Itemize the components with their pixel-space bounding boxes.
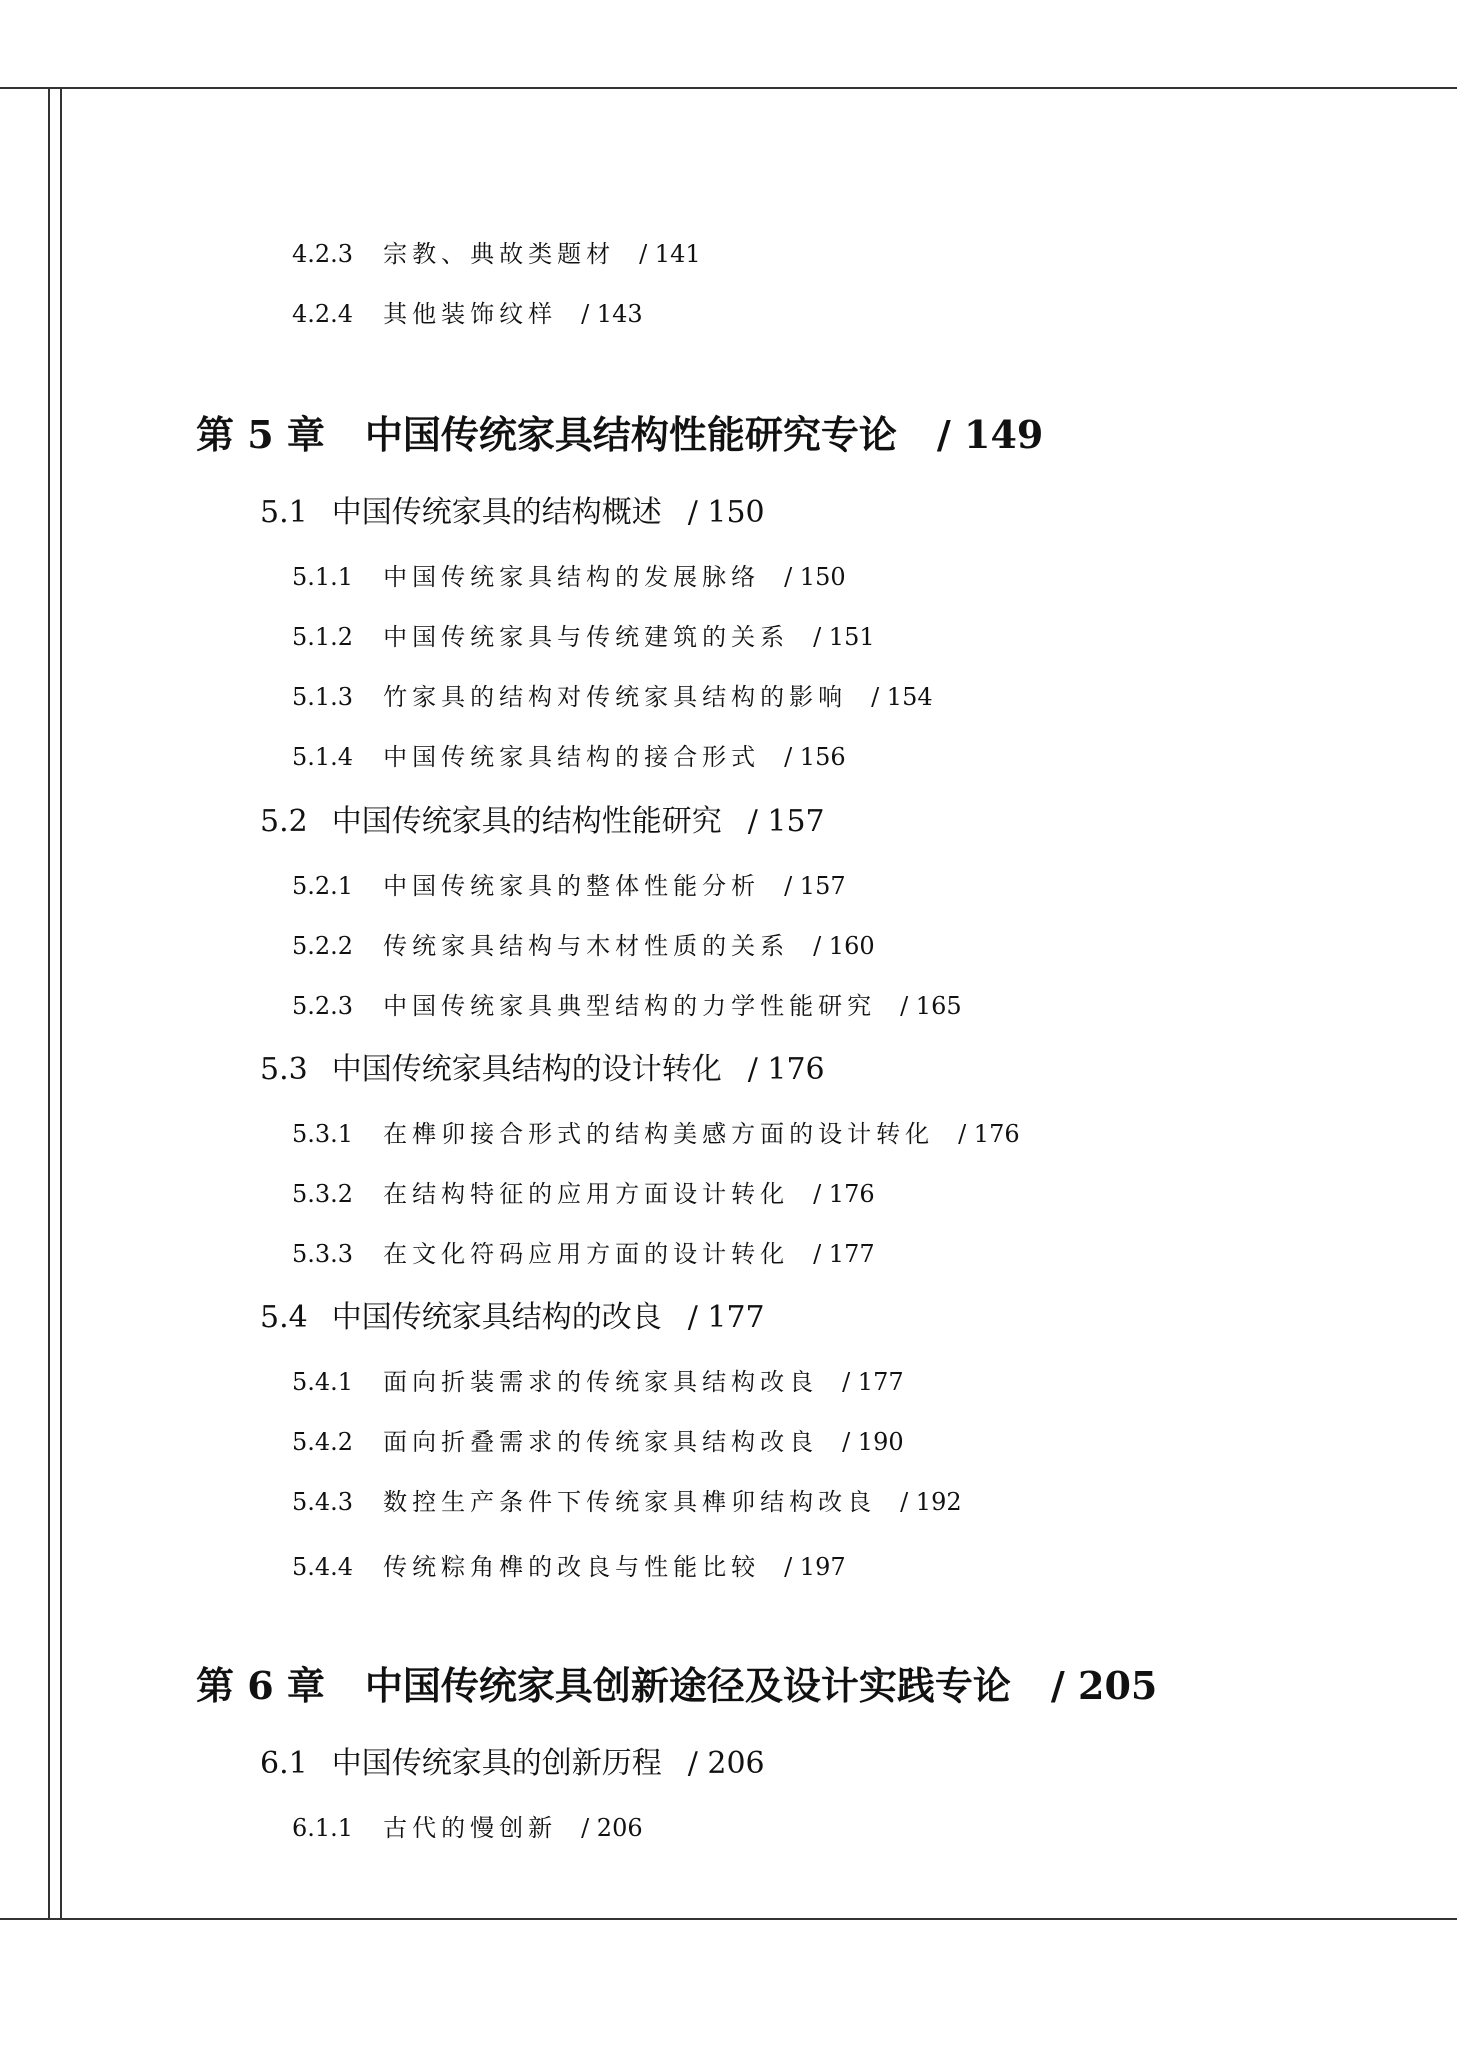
entry-number: 5.4.3	[292, 1488, 354, 1516]
entry-page: / 156	[784, 743, 846, 771]
toc-entry-4-2-3	[292, 234, 701, 269]
toc-entry-5-4-1	[292, 1362, 904, 1397]
section-number: 5.4	[260, 1300, 308, 1335]
toc-chapter-5	[196, 404, 1043, 459]
toc-section-5-3	[260, 1044, 825, 1088]
entry-number: 4.2.4	[292, 300, 354, 328]
entry-title: 面向折叠需求的传统家具结构改良	[383, 1428, 819, 1456]
entry-title: 面向折装需求的传统家具结构改良	[383, 1368, 819, 1396]
section-page: / 206	[687, 1746, 765, 1781]
entry-page: / 177	[813, 1240, 875, 1268]
bottom-rule	[0, 1918, 1457, 1920]
entry-title: 古代的慢创新	[383, 1814, 558, 1842]
entry-page: / 176	[813, 1180, 875, 1208]
entry-number: 5.3.3	[292, 1240, 354, 1268]
entry-title: 其他装饰纹样	[383, 300, 558, 328]
entry-number: 5.1.2	[292, 623, 354, 651]
chapter-number: 第 6 章	[196, 1663, 325, 1708]
toc-entry-5-4-4	[292, 1547, 846, 1582]
entry-number: 5.3.2	[292, 1180, 354, 1208]
entry-title: 在结构特征的应用方面设计转化	[383, 1180, 790, 1208]
section-title: 中国传统家具结构的改良	[331, 1300, 662, 1335]
entry-page: / 141	[639, 240, 701, 268]
entry-page: / 151	[813, 623, 875, 651]
section-page: / 177	[687, 1300, 765, 1335]
entry-number: 5.1.1	[292, 563, 354, 591]
entry-number: 5.4.2	[292, 1428, 354, 1456]
entry-title: 数控生产条件下传统家具榫卯结构改良	[383, 1488, 877, 1516]
entry-title: 中国传统家具结构的接合形式	[383, 743, 761, 771]
entry-page: / 157	[784, 872, 846, 900]
toc-entry-5-4-2	[292, 1422, 904, 1457]
toc-entry-5-1-3	[292, 677, 933, 712]
toc-entry-5-3-1	[292, 1114, 1020, 1149]
section-page: / 157	[747, 804, 825, 839]
section-title: 中国传统家具的结构概述	[331, 495, 662, 530]
entry-page: / 177	[842, 1368, 904, 1396]
entry-title: 在文化符码应用方面的设计转化	[383, 1240, 790, 1268]
chapter-title: 中国传统家具结构性能研究专论	[364, 412, 897, 457]
section-number: 5.1	[260, 495, 308, 530]
entry-title: 中国传统家具结构的发展脉络	[383, 563, 761, 591]
toc-entry-4-2-4	[292, 294, 643, 329]
toc-entry-5-1-1	[292, 557, 846, 592]
entry-title: 中国传统家具典型结构的力学性能研究	[383, 992, 877, 1020]
entry-page: / 197	[784, 1553, 846, 1581]
section-page: / 176	[747, 1052, 825, 1087]
entry-number: 5.2.1	[292, 872, 354, 900]
entry-page: / 143	[581, 300, 643, 328]
toc-section-5-4	[260, 1292, 765, 1336]
entry-number: 5.4.4	[292, 1553, 354, 1581]
toc-entry-5-3-2	[292, 1174, 875, 1209]
toc-entry-5-2-1	[292, 866, 846, 901]
entry-number: 5.2.2	[292, 932, 354, 960]
entry-number: 6.1.1	[292, 1814, 354, 1842]
toc-section-6-1	[260, 1738, 765, 1782]
toc-section-5-2	[260, 796, 825, 840]
entry-number: 5.1.3	[292, 683, 354, 711]
chapter-page: / 149	[936, 412, 1044, 457]
entry-page: / 176	[958, 1120, 1020, 1148]
entry-number: 5.1.4	[292, 743, 354, 771]
entry-number: 5.3.1	[292, 1120, 354, 1148]
toc-entry-5-4-3	[292, 1482, 962, 1517]
entry-title: 在榫卯接合形式的结构美感方面的设计转化	[383, 1120, 935, 1148]
section-title: 中国传统家具结构的设计转化	[331, 1052, 722, 1087]
entry-number: 4.2.3	[292, 240, 354, 268]
section-number: 5.3	[260, 1052, 308, 1087]
entry-title: 宗教、典故类题材	[383, 240, 616, 268]
entry-title: 中国传统家具与传统建筑的关系	[383, 623, 790, 651]
entry-number: 5.4.1	[292, 1368, 354, 1396]
entry-page: / 150	[784, 563, 846, 591]
chapter-title: 中国传统家具创新途径及设计实践专论	[364, 1663, 1011, 1708]
entry-title: 传统家具结构与木材性质的关系	[383, 932, 790, 960]
entry-title: 竹家具的结构对传统家具结构的影响	[383, 683, 848, 711]
section-number: 6.1	[260, 1746, 308, 1781]
entry-title: 中国传统家具的整体性能分析	[383, 872, 761, 900]
toc-entry-5-2-3	[292, 986, 962, 1021]
entry-page: / 165	[900, 992, 962, 1020]
chapter-number: 第 5 章	[196, 412, 325, 457]
toc-entry-5-1-2	[292, 617, 875, 652]
entry-page: / 206	[581, 1814, 643, 1842]
entry-page: / 192	[900, 1488, 962, 1516]
toc-entry-6-1-1	[292, 1808, 643, 1843]
section-page: / 150	[687, 495, 765, 530]
left-margin-rule-outer	[48, 87, 50, 1920]
section-title: 中国传统家具的创新历程	[331, 1746, 662, 1781]
top-rule	[0, 87, 1457, 89]
entry-page: / 154	[871, 683, 933, 711]
toc-entry-5-2-2	[292, 926, 875, 961]
toc-section-5-1	[260, 487, 765, 531]
section-number: 5.2	[260, 804, 308, 839]
toc-chapter-6	[196, 1655, 1157, 1710]
chapter-page: / 205	[1050, 1663, 1158, 1708]
entry-number: 5.2.3	[292, 992, 354, 1020]
entry-title: 传统粽角榫的改良与性能比较	[383, 1553, 761, 1581]
entry-page: / 160	[813, 932, 875, 960]
section-title: 中国传统家具的结构性能研究	[331, 804, 722, 839]
toc-entry-5-1-4	[292, 737, 846, 772]
left-margin-rule-inner	[60, 87, 62, 1920]
entry-page: / 190	[842, 1428, 904, 1456]
toc-entry-5-3-3	[292, 1234, 875, 1269]
